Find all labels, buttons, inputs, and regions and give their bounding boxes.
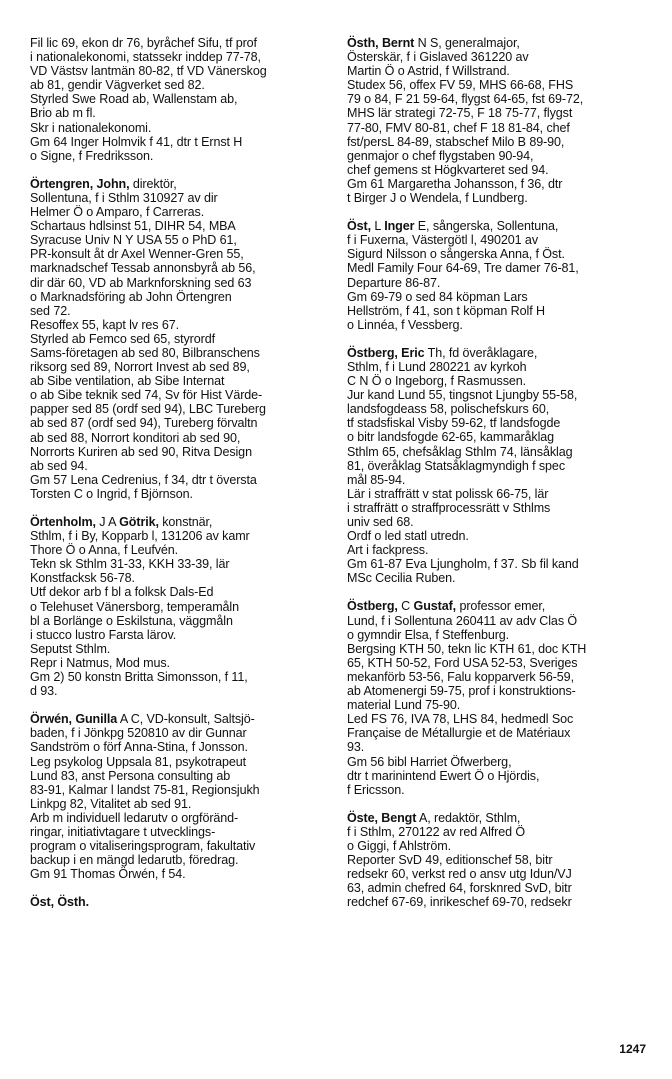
entry-heading [347, 36, 643, 50]
entry-heading-rest: direktör, [129, 176, 177, 191]
entry-text-line: Departure 86-87. [347, 275, 441, 290]
entry-text-line: Lund 83, anst Persona consulting ab [30, 768, 231, 783]
entry-text-line: Sthlm, f i By, Kopparb l, 131206 av kamr [30, 529, 250, 544]
entry-text-line: o ab Sibe teknik sed 74, Sv för Hist Värde- [30, 388, 263, 403]
entry-heading-rest: professor emer, [456, 599, 546, 614]
entry-text-line: ab sed 88, Norrort konditori ab sed 90, [30, 430, 241, 445]
entry-text-line: Sandström o förf Anna-Stina, f Jonsson. [30, 740, 248, 755]
entry-heading [30, 515, 326, 529]
entry-surname: Östberg, [347, 599, 398, 614]
entry-heading [30, 712, 326, 726]
entry-text-line: ringar, initiativtagare t utvecklings- [30, 824, 216, 839]
entry-text-line: ab sed 87 (ordf sed 94), Tureberg förvaltn [30, 416, 258, 431]
entry-given-name: Inger [384, 219, 415, 234]
entry-text-line: Styrled Swe Road ab, Wallenstam ab, [30, 92, 238, 107]
entry-text-line: ab sed 94. [30, 458, 88, 473]
entry-text-line: Bergsing KTH 50, tekn lic KTH 61, doc KTH [347, 641, 587, 656]
entry-text-line: Helmer Ö o Amparo, f Carreras. [30, 205, 205, 220]
entry-heading-rest: A C, VD-konsult, Saltsjö- [117, 712, 255, 727]
entry-text-line: MSc Cecilia Ruben. [347, 571, 456, 586]
entry-text-line: Syracuse Univ N Y USA 55 o PhD 61, [30, 233, 237, 248]
entry-text-line: redchef 67-69, inrikeschef 69-70, redsekr [347, 895, 572, 910]
entry-text-line: Fil lic 69, ekon dr 76, byråchef Sifu, tf prof [30, 36, 257, 50]
entry-heading [30, 895, 326, 909]
entry-text-line: 81, överåklag Statsåklagmyndigh f spec [347, 458, 565, 473]
entry-text-line: Resoffex 55, kapt lv res 67. [30, 317, 180, 332]
entry-text-line: Seputst Sthlm. [30, 641, 111, 656]
entry-text-line: 63, admin chefred 64, forsknred SvD, bitr [347, 881, 572, 896]
entry-text-line: Lär i straffrätt v stat polissk 66-75, lär [347, 486, 549, 501]
entry-text-line: o bitr landsfogde 62-65, kammaråklag [347, 430, 555, 445]
entry-text-line: o Giggi, f Ahlström. [347, 838, 451, 853]
entry-text-line: Utf dekor arb f bl a folksk Dals-Ed [30, 585, 214, 600]
entry-name: Öst, Östh. [30, 895, 89, 910]
entry-text-line: Sollentuna, f i Sthlm 310927 av dir [30, 190, 218, 205]
entry-text-line: t Birger J o Wendela, f Lundberg. [347, 191, 528, 206]
entry-name: Örwén, Gunilla [30, 712, 118, 727]
entry-text-line: i nationalekonomi, statssekr inddep 77-78, [30, 50, 261, 65]
entry-text-line: riksorg sed 89, Norrort Invest ab sed 89, [30, 360, 250, 375]
entry-separator [347, 797, 643, 811]
entry-text-line: Arb m individuell ledarutv o orgföränd- [30, 810, 239, 825]
entry-text-line: Martin Ö o Astrid, f Willstrand. [347, 64, 510, 79]
left-column [30, 36, 326, 909]
entry-text-line: Leg psykolog Uppsala 81, psykotrapeut [30, 754, 247, 769]
entry-text-line: Ordf o led statl utredn. [347, 529, 469, 544]
entry-text-line: MHS lär strategi 72-75, F 18 75-77, flygst [347, 106, 573, 121]
entry-text-line: Linkpg 82, Vitalitet ab sed 91. [30, 796, 192, 811]
entry-text-line: i stucco lustro Farsta lärov. [30, 627, 177, 642]
entry-text-line: 79 o 84, F 21 59-64, flygst 64-65, fst 69-72, [347, 92, 584, 107]
entry-name: Östberg, Eric [347, 345, 425, 360]
entry-text-line: Lund, f i Sollentuna 260411 av adv Clas Ö [347, 613, 578, 628]
entry-text-line: Torsten C o Ingrid, f Björnson. [30, 486, 193, 501]
entry-text-line: landsfogdeass 58, polischefskurs 60, [347, 402, 550, 417]
entry-heading [347, 346, 643, 360]
entry-text-line: backup i en mängd ledarutb, föredrag. [30, 853, 239, 868]
entry-text-line: Jur kand Lund 55, tingsnot Ljungby 55-58, [347, 388, 578, 403]
entry-text-line: Sthlm, f i Lund 280221 av kyrkoh [347, 359, 527, 374]
entry-separator [347, 585, 643, 599]
entry-text-line: Reporter SvD 49, editionschef 58, bitr [347, 853, 553, 868]
entry-initials: C [397, 599, 414, 614]
entry-text-line: Studex 56, offex FV 59, MHS 66-68, FHS [347, 78, 574, 93]
entry-text-line: Art i fackpress. [347, 543, 429, 558]
entry-text-line: dir där 60, VD ab Marknforskning sed 63 [30, 275, 252, 290]
entry-heading-rest: konstnär, [158, 515, 213, 529]
entry-heading [347, 219, 643, 233]
entry-text-line: PR-konsult åt dr Axel Wenner-Gren 55, [30, 247, 244, 262]
entry-text-line: redsekr 60, verkst red o ansv utg Idun/VJ [347, 867, 572, 882]
entry-text-line: f i Fuxerna, Västergötl l, 490201 av [347, 233, 538, 248]
entry-name: Örtengren, John, [30, 176, 130, 191]
entry-text-line: Tekn sk Sthlm 31-33, KKH 33-39, lär [30, 557, 230, 572]
entry-text-line: Österskär, f i Gislaved 361220 av [347, 50, 529, 65]
entry-initials: J A [95, 515, 120, 529]
entry-text-line: ab 81, gendir Vägverket sed 82. [30, 78, 205, 93]
entry-text-line: 77-80, FMV 80-81, chef F 18 81-84, chef [347, 120, 570, 135]
page-number: 1247 [619, 1042, 646, 1056]
right-column [347, 36, 643, 909]
entry-text-line: tf stadsfiskal Visby 59-62, tf landsfogde [347, 416, 561, 431]
entry-text-line: f Ericsson. [347, 782, 405, 797]
entry-text-line: Skr i nationalekonomi. [30, 120, 152, 135]
entry-text-line: Sams-företagen ab sed 80, Bilbranschens [30, 345, 260, 360]
entry-text-line: program o vitaliseringsprogram, fakultativ [30, 839, 256, 854]
entry-text-line: d 93. [30, 684, 58, 699]
entry-text-line: o gymndir Elsa, f Steffenburg. [347, 627, 510, 642]
entry-initials: L [371, 219, 385, 234]
entry-separator [347, 205, 643, 219]
entry-name: Östh, Bernt [347, 36, 415, 50]
entry-text-line: papper sed 85 (ordf sed 94), LBC Tureberg [30, 402, 266, 417]
entry-given-name: Götrik, [119, 515, 159, 529]
entry-name: Öste, Bengt [347, 810, 417, 825]
entry-text-line: Hellström, f 41, son t köpman Rolf H [347, 303, 545, 318]
entry-heading [347, 599, 643, 613]
entry-text-line: Medl Family Four 64-69, Tre damer 76-81, [347, 261, 579, 276]
entry-given-name: Gustaf, [413, 599, 457, 614]
entry-text-line: fst/persL 84-89, stabschef Milo B 89-90, [347, 134, 565, 149]
entry-text-line: genmajor o chef flygstaben 90-94, [347, 148, 534, 163]
entry-text-line: 93. [347, 740, 365, 755]
entry-text-line: marknadschef Tessab annonsbyrå ab 56, [30, 261, 256, 276]
entry-text-line: mål 85-94. [347, 472, 406, 487]
entry-text-line: Gm 57 Lena Cedrenius, f 34, dtr t översta [30, 472, 257, 487]
entry-text-line: material Lund 75-90. [347, 698, 461, 713]
entry-heading-rest: E, sångerska, Sollentuna, [414, 219, 559, 234]
entry-text-line: mekanförb 53-56, Falu kopparverk 56-59, [347, 669, 574, 684]
entry-text-line: Brio ab m fl. [30, 106, 96, 121]
entry-text-line: Styrled ab Femco sed 65, styrordf [30, 331, 215, 346]
entry-text-line: chef gemens st Högkvarteret sed 94. [347, 162, 549, 177]
entry-text-line: i straffrätt o straffprocessrätt v Sthlms [347, 500, 551, 515]
entry-separator [30, 881, 326, 895]
entry-separator [30, 163, 326, 177]
entry-text-line: dtr t marinintend Ewert Ö o Hjördis, [347, 768, 540, 783]
entry-text-line: Konstfacksk 56-78. [30, 571, 135, 586]
entry-text-line: Thore Ö o Anna, f Leufvén. [30, 543, 179, 558]
entry-text-line: Gm 61-87 Eva Ljungholm, f 37. Sb fil kand [347, 557, 579, 572]
entry-text-line: 65, KTH 50-52, Ford USA 52-53, Sveriges [347, 655, 578, 670]
entry-text-line: baden, f i Jönkpg 520810 av dir Gunnar [30, 726, 247, 741]
entry-heading [347, 811, 643, 825]
entry-text-line: Gm 64 Inger Holmvik f 41, dtr t Ernst H [30, 134, 243, 149]
entry-text-line: Gm 61 Margaretha Johansson, f 36, dtr [347, 176, 563, 191]
entry-text-line: o Telehuset Vänersborg, temperamåln [30, 599, 239, 614]
entry-text-line: Repr i Natmus, Mod mus. [30, 655, 170, 670]
entry-text-line: Gm 56 bibl Harriet Öfwerberg, [347, 754, 512, 769]
entry-text-line: ab Sibe ventilation, ab Sibe Internat [30, 374, 225, 389]
entry-heading-rest: A, redaktör, Sthlm, [416, 810, 521, 825]
entry-heading-rest: N S, generalmajor, [414, 36, 520, 50]
entry-text-line: ab Atomenergi 59-75, prof i konstruktions- [347, 684, 576, 699]
entry-text-line: Sthlm 65, chefsåklag Sthlm 74, länsåklag [347, 444, 573, 459]
entry-text-line: 83-91, Kalmar l landst 75-81, Regionsjukh [30, 782, 260, 797]
entry-text-line: sed 72. [30, 303, 71, 318]
entry-heading-rest: Th, fd överåklagare, [424, 345, 538, 360]
entry-text-line: Gm 2) 50 konstn Britta Simonsson, f 11, [30, 670, 248, 685]
entry-text-line: Française de Métallurgie et de Matériaux [347, 726, 571, 741]
entry-text-line: univ sed 68. [347, 515, 414, 529]
entry-text-line: VD Västsv lantmän 80-82, tf VD Vänerskog [30, 64, 267, 79]
entry-surname: Öst, [347, 219, 372, 234]
entry-text-line: Gm 91 Thomas Örwén, f 54. [30, 867, 186, 882]
entry-text-line: o Marknadsföring ab John Örtengren [30, 289, 232, 304]
entry-text-line: Gm 69-79 o sed 84 köpman Lars [347, 289, 528, 304]
entry-text-line: f i Sthlm, 270122 av red Alfred Ö [347, 824, 526, 839]
entry-text-line: C N Ö o Ingeborg, f Rasmussen. [347, 374, 527, 389]
entry-heading [30, 177, 326, 191]
entry-text-line: bl a Borlänge o Eskilstuna, väggmåln [30, 613, 233, 628]
entry-separator [347, 332, 643, 346]
entry-text-line: Led FS 76, IVA 78, LHS 84, hedmedl Soc [347, 712, 574, 727]
entry-separator [30, 501, 326, 515]
entry-text-line: Schartaus hdlsinst 51, DIHR 54, MBA [30, 219, 236, 234]
entry-text-line: o Linnéa, f Vessberg. [347, 317, 463, 332]
entry-surname: Örtenholm, [30, 515, 96, 529]
entry-text-line: Sigurd Nilsson o sångerska Anna, f Öst. [347, 247, 565, 262]
entry-text-line: Norrorts Kuriren ab sed 90, Ritva Design [30, 444, 252, 459]
entry-separator [30, 698, 326, 712]
entry-text-line: o Signe, f Fredriksson. [30, 148, 154, 163]
